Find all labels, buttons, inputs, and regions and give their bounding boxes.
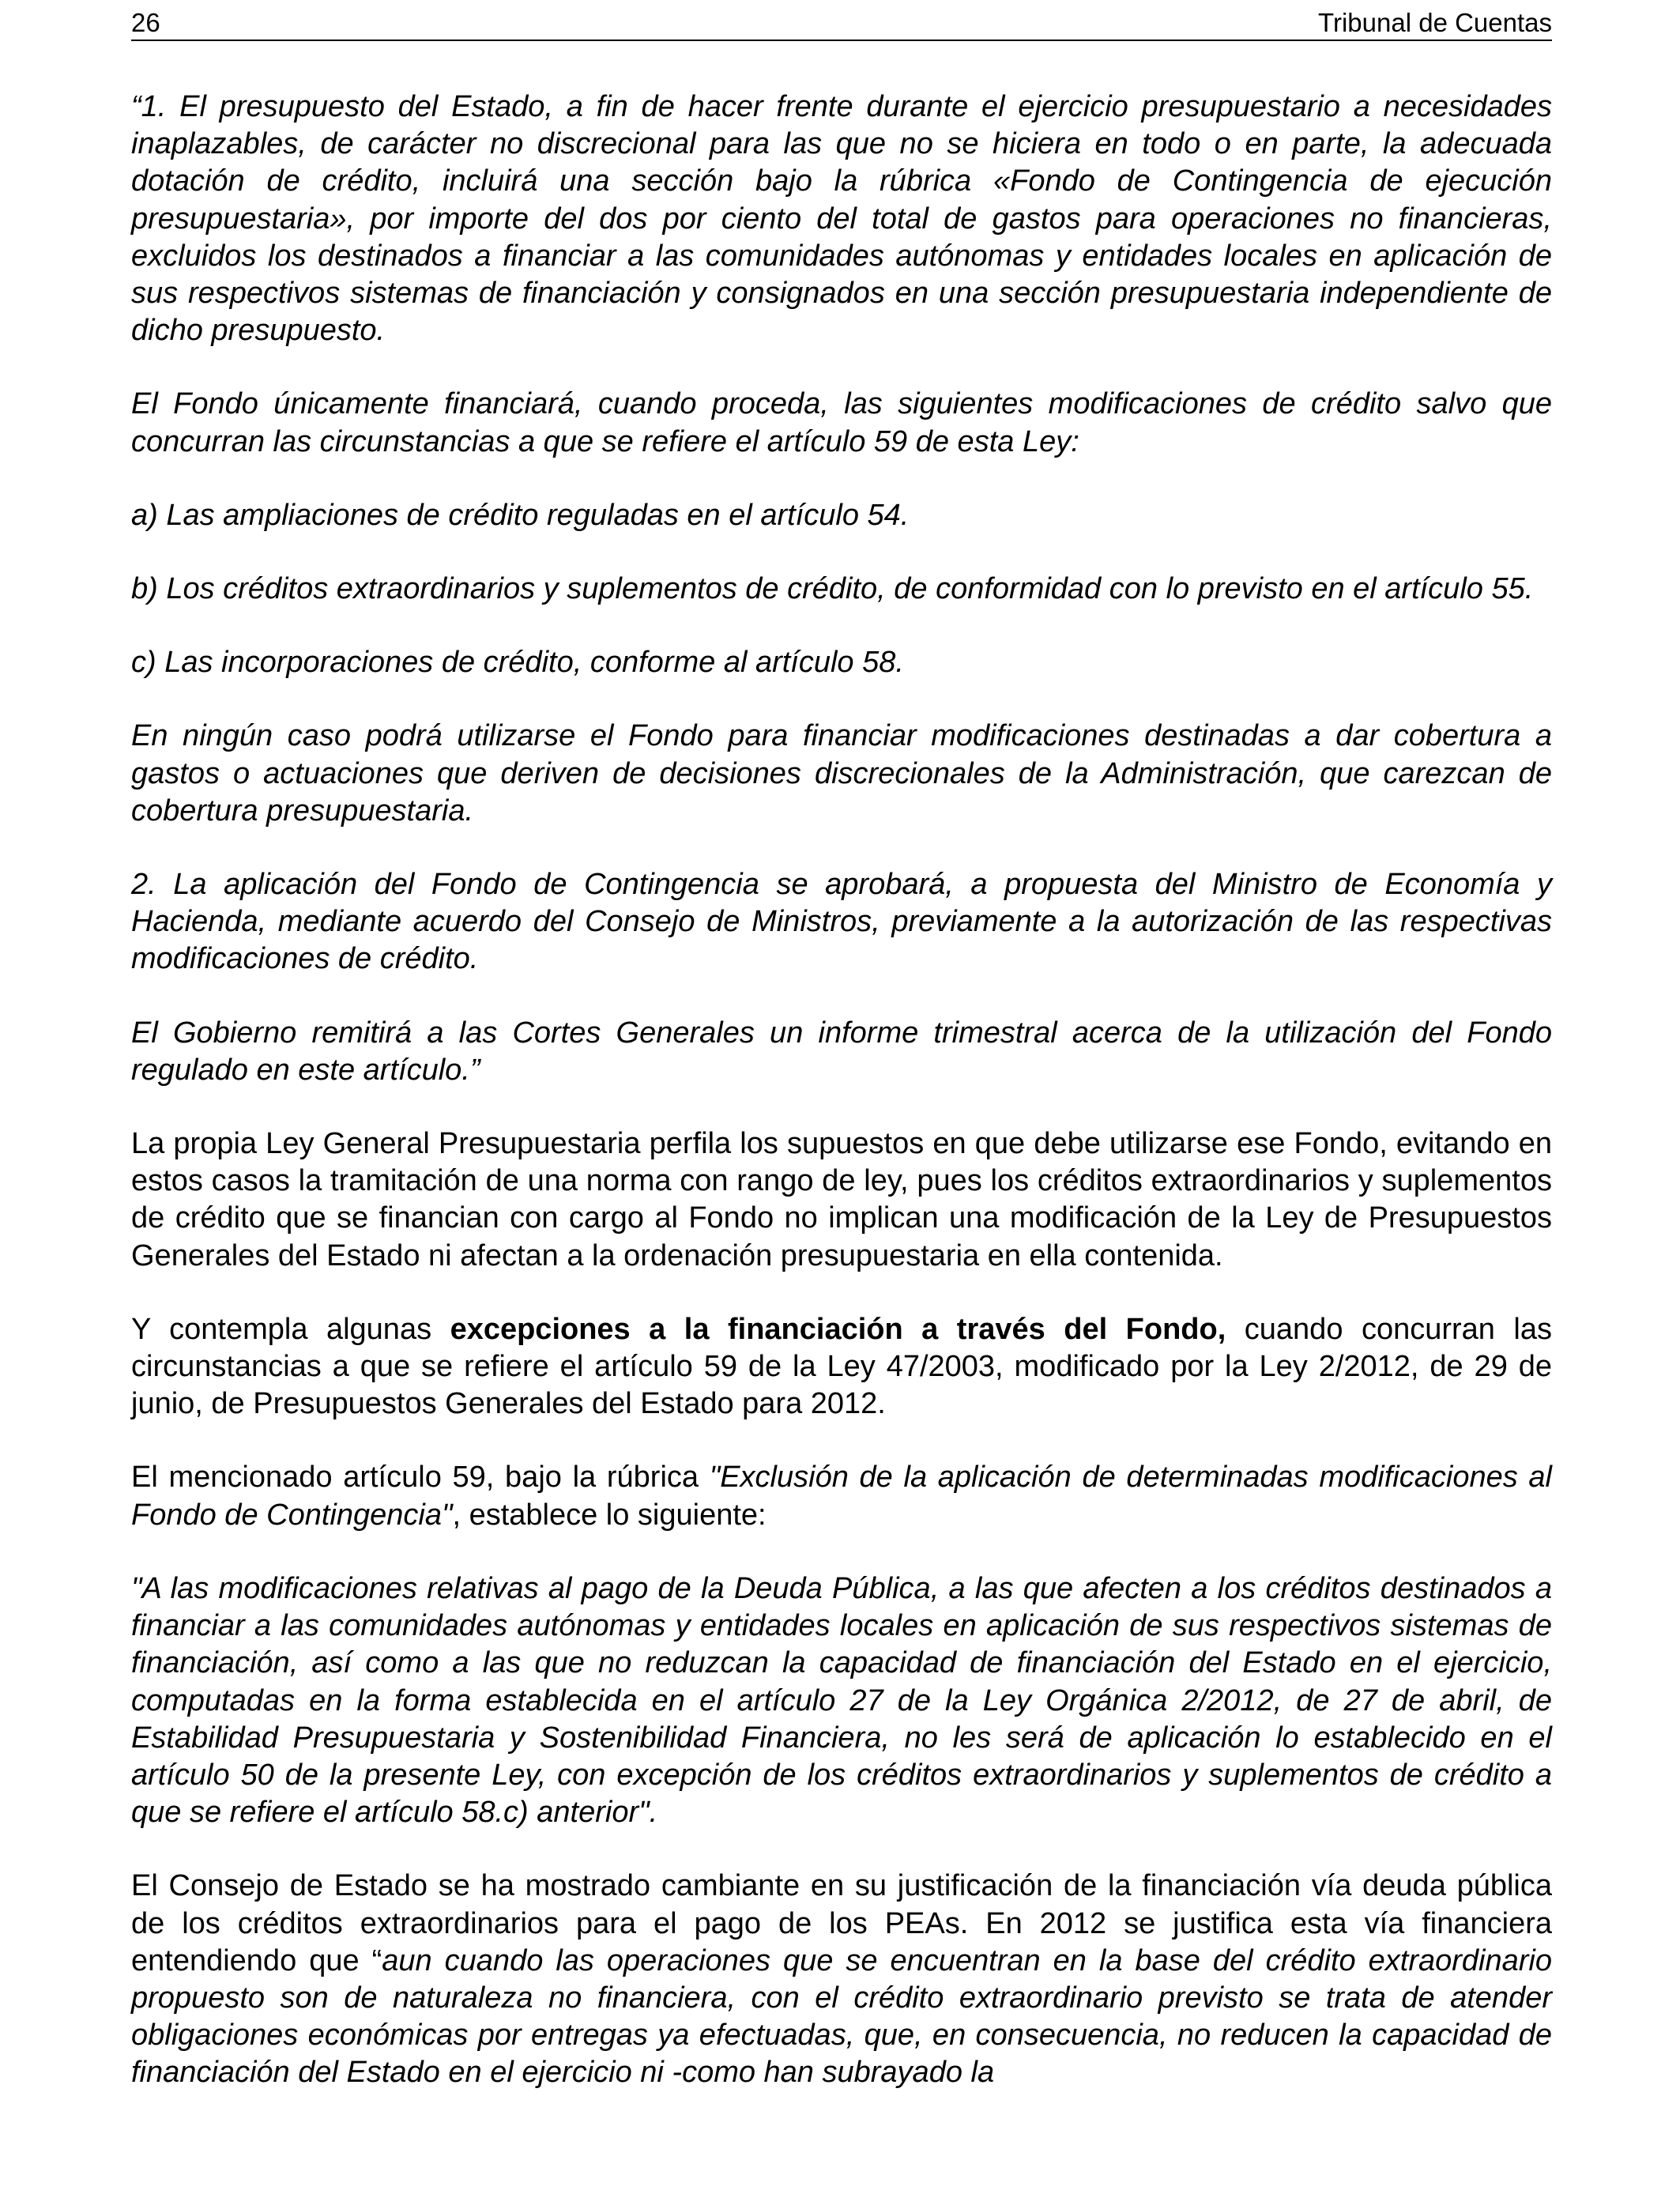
quote-item-b: b) Los créditos extraordinarios y suplementos de crédito, de conformidad con lo previsto en el artículo 55.: [131, 572, 1534, 606]
paragraph-excepciones-bold: excepciones a la financiación a través del Fondo,: [450, 1312, 1226, 1346]
page-number: 26: [131, 8, 160, 37]
quote-paragraph-5: El Gobierno remitirá a las Cortes Generales un informe trimestral acerca de la utilización del Fondo regulado en este artículo.”: [131, 1016, 1552, 1087]
paragraph-articulo-59-end: , establece lo siguiente:: [452, 1498, 767, 1532]
paragraph-excepciones-end: cuando concurran las circunstancias a que se refiere el artículo 59 de la Ley 47/2003, modificado por la Ley 2/2012, de 29 de junio, de Presupuestos Generales del Estado para 2012.: [131, 1312, 1552, 1421]
running-title: Tribunal de Cuentas: [1318, 8, 1552, 37]
quote-articulo-59: "A las modificaciones relativas al pago de la Deuda Pública, a las que afecten a los créditos destinados a financiar a las comunidades autónomas y entidades locales en aplicación de sus respectivos sistemas de financiación, así como a las que no reduzcan la capacidad de financiación del Estado en el ejercicio, computadas en la forma establecida en el artículo 27 de la Ley Orgánica 2/2012, de 27 de abril, de Estabilidad Presupuestaria y Sostenibilidad Financiera, no les será de aplicación lo establecido en el artículo 50 de la presente Ley, con excepción de los créditos extraordinarios y suplementos de crédito a que se refiere el artículo 58.c) anterior".: [131, 1571, 1552, 1830]
paragraph-articulo-59: [131, 1459, 1552, 1533]
paragraph-excepciones: [131, 1311, 1552, 1423]
quote-paragraph-3: En ningún caso podrá utilizarse el Fondo para financiar modificaciones destinadas a dar cobertura a gastos o actuaciones que deriven de decisiones discrecionales de la Administración, que carezcan de cobertura presupuestaria.: [131, 719, 1552, 827]
paragraph-articulo-59-rubrica: "Exclusión de la aplicación de determinadas modificaciones al Fondo de Contingencia": [131, 1461, 1552, 1532]
quote-item-c: c) Las incorporaciones de crédito, conforme al artículo 58.: [131, 646, 904, 680]
paragraph-consejo-estado-quote: aun cuando las operaciones que se encuentran en la base del crédito extraordinario propuesto son de naturaleza no financiera, con el crédito extraordinario previsto se trata de atender obligaciones económicas por entregas ya efectuadas, que, en consecuencia, no reducen la capacidad de financiación del Estado en el ejercicio ni -como han subrayado la: [131, 1943, 1552, 2090]
paragraph-excepciones-start: Y contempla algunas: [131, 1312, 450, 1346]
paragraph-articulo-59-start: El mencionado artículo 59, bajo la rúbrica: [131, 1461, 710, 1495]
quote-item-a: a) Las ampliaciones de crédito reguladas en el artículo 54.: [131, 498, 910, 532]
document-body: [131, 89, 1552, 2128]
quote-paragraph-1: “1. El presupuesto del Estado, a fin de hacer frente durante el ejercicio presupuestario a necesidades inaplazables, de carácter no discrecional para las que no se hiciera en todo o en parte, la adecuada dotación de crédito, incluirá una sección bajo la rúbrica «Fondo de Contingencia de ejecución presupuestaria», por importe del dos por ciento del total de gastos para operaciones no financieras, excluidos los destinados a financiar a las comunidades autónomas y entidades locales en aplicación de sus respectivos sistemas de financiación y consignados en una sección presupuestaria independiente de dicho presupuesto.: [131, 90, 1552, 348]
paragraph-ley-general: La propia Ley General Presupuestaria perfila los supuestos en que debe utilizarse ese Fondo, evitando en estos casos la tramitación de una norma con rango de ley, pues los créditos extraordinarios y suplementos de crédito que se financian con cargo al Fondo no implican una modificación de la Ley de Presupuestos Generales del Estado ni afectan a la ordenación presupuestaria en ella contenida.: [131, 1127, 1552, 1272]
paragraph-consejo-estado: [131, 1868, 1552, 2091]
quote-paragraph-4: 2. La aplicación del Fondo de Contingencia se aprobará, a propuesta del Ministro de Economía y Hacienda, mediante acuerdo del Consejo de Ministros, previamente a la autorización de las respectivas modificaciones de crédito.: [131, 868, 1552, 976]
quote-paragraph-2: El Fondo únicamente financiará, cuando proceda, las siguientes modificaciones de crédito salvo que concurran las circunstancias a que se refiere el artículo 59 de esta Ley:: [131, 387, 1552, 458]
page-header: [131, 6, 1552, 41]
paragraph-consejo-estado-start: El Consejo de Estado se ha mostrado cambiante en su justificación de la financiación vía deuda pública de los créditos extraordinarios para el pago de los PEAs. En 2012 se justifica esta vía financiera entendiendo que “: [131, 1869, 1552, 1977]
